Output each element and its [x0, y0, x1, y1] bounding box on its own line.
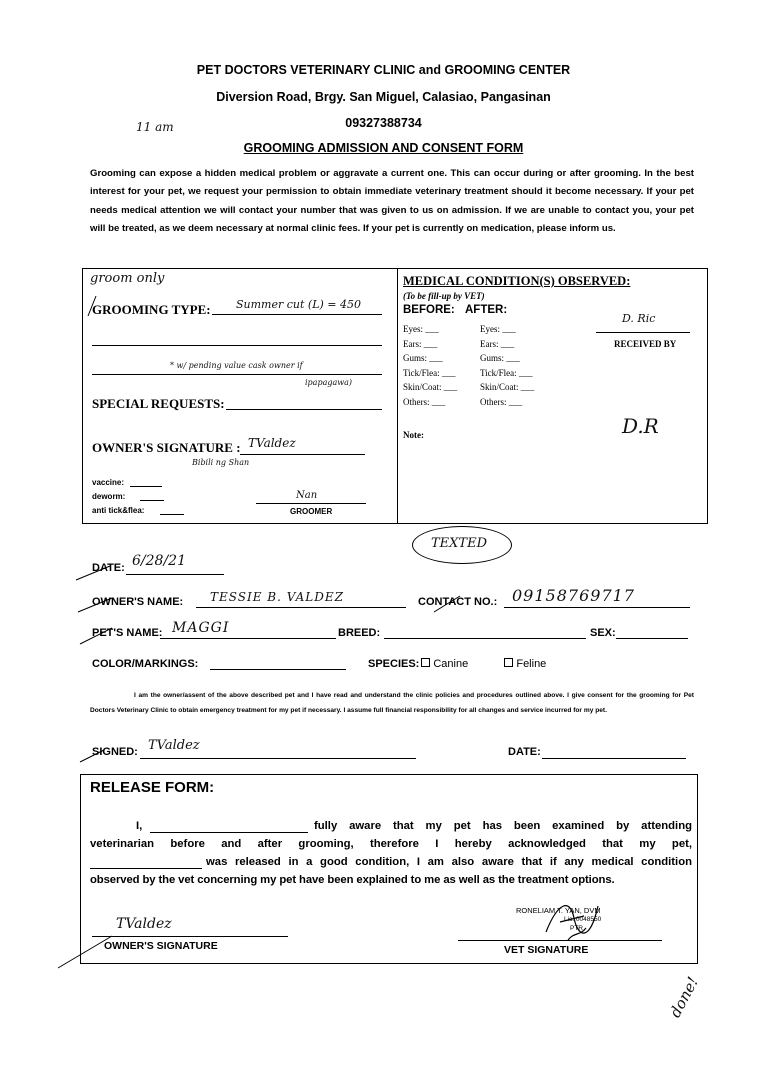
texted-stamp-text: TEXTED	[431, 536, 487, 551]
check-after-others[interactable]: Others: ___	[480, 396, 523, 407]
received-by-label: RECEIVED BY	[614, 339, 677, 349]
vet-name: RONELIAM T. YAN, DVM	[516, 906, 601, 915]
date-value[interactable]: 6/28/21	[132, 553, 186, 569]
release-text-3: was released in a good condition, I am also aware that if any medical condition	[206, 856, 692, 868]
release-text-4: observed by the vet concerning my pet have been explained to me as well as the treatment options.	[90, 874, 615, 886]
check-after-ears[interactable]: Ears: ___	[480, 338, 515, 349]
check-before-skin[interactable]: Skin/Coat: ___	[403, 382, 458, 392]
clinic-address: Diversion Road, Brgy. San Miguel, Calasiao, Pangasinan	[216, 90, 551, 104]
handwritten-note-1: * w/ pending value cask owner if	[170, 361, 303, 370]
release-i-label: I,	[136, 820, 143, 832]
check-before-gums[interactable]: Gums: ___	[403, 353, 443, 363]
release-text-1: fully aware that my pet has been examined by attending	[314, 820, 692, 832]
check-after-tick[interactable]: Tick/Flea: ___	[480, 367, 533, 378]
note-initials: D.R	[622, 414, 659, 438]
check-before-others[interactable]: Others: ___	[403, 396, 446, 407]
handwritten-note-2: ipapagawa)	[305, 378, 352, 387]
groomer-value: Nan	[296, 490, 318, 501]
medical-title: MEDICAL CONDITION(S) OBSERVED:	[403, 274, 631, 288]
contact-label: CONTACT NO.:	[418, 596, 498, 608]
signed-date-label: DATE:	[508, 746, 541, 758]
canine-label: Canine	[433, 658, 469, 670]
grooming-type-value[interactable]: Summer cut (L) = 450	[236, 298, 362, 311]
pet-name-value[interactable]: MAGGI	[172, 620, 230, 636]
check-after-eyes[interactable]: Eyes: ___	[480, 324, 516, 334]
sex-label: SEX:	[590, 627, 616, 639]
check-before-eyes[interactable]: Eyes: ___	[403, 324, 439, 334]
intro-paragraph: Grooming can expose a hidden medical problem or aggravate a current one. This can occur during or after grooming. In the best interest for your pet, we request your permission to obtain immediate veterinary treatment should it become necessary. If your pet needs medical attention we will contact your number that was given to us on admission. If we are unable to contact you, your pet will be treated, as we deem necessary at normal clinic fees. If your pet is currently on medication, please inform us.	[90, 168, 694, 235]
deworm-label: deworm:	[92, 492, 126, 501]
form-title: GROOMING ADMISSION AND CONSENT FORM	[243, 141, 524, 155]
contact-value[interactable]: 09158769717	[512, 586, 635, 605]
check-after-skin[interactable]: Skin/Coat: ___	[480, 382, 535, 392]
vet-ptr: PTR	[570, 925, 583, 932]
release-title: RELEASE FORM:	[90, 779, 215, 796]
breed-label: BREED:	[338, 627, 381, 639]
handwritten-time: 11 am	[136, 120, 174, 134]
check-after-gums[interactable]: Gums: ___	[480, 353, 520, 363]
date-label: DATE:	[92, 562, 125, 574]
owner-name-label: OWNER'S NAME:	[92, 596, 184, 608]
check-before-ears[interactable]: Ears: ___	[403, 338, 438, 349]
before-label: BEFORE:	[403, 304, 455, 316]
received-by-value: D. Ric	[622, 312, 656, 325]
consent-paragraph: I am the owner/assent of the above described pet and I have read and understand the clinic policies and procedures outlined above. I give consent for the grooming for Pet Doctors Veterinary Clinic to obtain emergency treatment for my pet if necessary. I assume full financial responsibility for all changes and service incurred for my pet.	[90, 692, 694, 714]
note-label: Note:	[403, 430, 424, 440]
anti-tick-label: anti tick&flea:	[92, 506, 145, 515]
vaccine-label: vaccine:	[92, 478, 125, 487]
feline-label: Feline	[516, 658, 547, 670]
corner-note: done!	[666, 973, 703, 1021]
pet-name-label: PET'S NAME:	[92, 627, 163, 639]
special-requests-label: SPECIAL REQUESTS:	[92, 396, 225, 411]
release-owner-sig-label: OWNER'S SIGNATURE	[104, 940, 218, 952]
release-text-2: veterinarian before and after grooming, therefore I hereby acknowledged that my pet,	[90, 838, 692, 850]
vet-lic: Lic. 0048550	[564, 916, 602, 923]
color-markings-label: COLOR/MARKINGS:	[92, 658, 199, 670]
after-label: AFTER:	[465, 304, 508, 316]
handwritten-note-3: Bibili ng Shan	[192, 458, 250, 467]
signed-value: TValdez	[148, 738, 200, 753]
handwritten-groom-only: groom only	[90, 271, 165, 286]
check-before-tick[interactable]: Tick/Flea: ___	[403, 367, 456, 378]
signed-label: SIGNED:	[92, 746, 138, 758]
clinic-phone: 09327388734	[345, 116, 422, 130]
owner-signature-value: TValdez	[248, 436, 296, 450]
grooming-type-label: GROOMING TYPE:	[92, 302, 211, 317]
owner-signature-label: OWNER'S SIGNATURE :	[92, 440, 241, 455]
species-label: SPECIES:	[368, 658, 420, 670]
clinic-name: PET DOCTORS VETERINARY CLINIC and GROOMING CENTER	[196, 63, 571, 77]
release-owner-sig-value: TValdez	[116, 916, 172, 932]
vet-sig-label: VET SIGNATURE	[504, 944, 589, 956]
owner-name-value[interactable]: TESSIE B. VALDEZ	[210, 590, 344, 604]
medical-subtitle: (To be fill-up by VET)	[403, 291, 485, 301]
groomer-label: GROOMER	[290, 507, 333, 516]
